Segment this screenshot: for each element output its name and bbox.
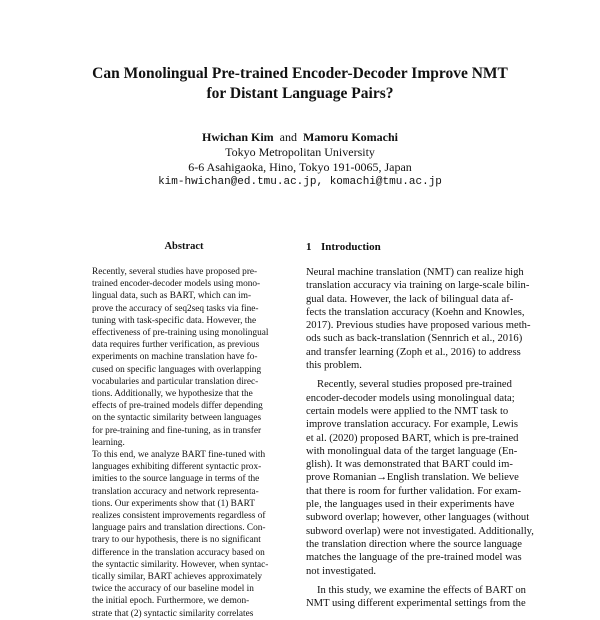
abstract-line: effectiveness of pre-training using monolingual [92,328,269,339]
abstract-line: realizes consistent improvements regardless of [92,511,266,522]
intro-paragraph-line: the translation direction where the source language [306,538,522,550]
intro-paragraph-line: translation accuracy via training on large-scale bilin- [306,280,530,292]
abstract-line: languages exhibiting different syntactic prox- [92,462,262,473]
abstract-line: the initial epoch. Furthermore, we demon- [92,596,250,607]
intro-paragraph-line: that there is room for further validation. For exam- [306,485,522,497]
abstract-line: on the syntactic similarity between languages [92,413,262,424]
abstract-line: data requires further verification, as previous [92,340,260,351]
introduction-heading [306,240,528,254]
intro-paragraph-line: matches the language of the pre-trained model was [306,552,522,564]
intro-paragraph-line: ods such as back-translation (Sennrich et al., 2016) [306,333,523,345]
intro-paragraph-line: gual data. However, the lack of bilingual data af- [306,293,514,305]
abstract-line: learning. [92,437,125,448]
intro-paragraph-line: 2017). Previous studies have proposed various meth- [306,320,531,332]
abstract-line: prove the accuracy of seq2seq tasks via fine- [92,303,259,314]
abstract-line: language pairs and translation directions. Con- [92,523,266,534]
abstract-line: vocabularies and particular translation direc- [92,376,259,387]
abstract-line: effects of pre-trained models differ depending [92,401,263,412]
abstract-line: tically similar, BART achieves approximately [92,572,263,583]
intro-paragraph-line: et al. (2020) proposed BART, which is pre-trained [306,432,519,444]
intro-paragraph-line: not investigated. [306,565,377,577]
abstract-line: tions. Additionally, we hypothesize that the [92,389,253,400]
intro-paragraph-line: NMT using different experimental settings from the [306,598,526,610]
section-number: 1 [306,241,312,253]
affiliation: Tokyo Metropolitan University [225,145,375,159]
intro-paragraph-line: Recently, several studies proposed pre-trained [317,379,512,391]
author-name-1: Hwichan Kim [202,130,274,144]
title-line-2: for Distant Language Pairs? [206,85,394,102]
abstract-line: trary to our hypothesis, there is no significant [92,535,261,546]
abstract-line: lingual data, such as BART, which can im- [92,291,252,302]
intro-paragraph-line: glish). It was demonstrated that BART could im- [306,459,513,471]
abstract-line: cused on specific languages with overlapping [92,364,262,375]
intro-paragraph-line: Neural machine translation (NMT) can realize high [306,267,524,278]
address: 6-6 Asahigaoka, Hino, Tokyo 191-0065, Japan [188,160,412,174]
intro-paragraph-line: subword overlap; however, other languages (without [306,512,530,524]
author-conjunction: and [279,130,297,144]
intro-paragraph-line: In this study, we examine the effects of BART on [317,584,526,596]
intro-paragraph-line: encoder-decoder models using monolingual data; [306,392,515,404]
author-emails: kim-hwichan@ed.tmu.ac.jp, komachi@tmu.ac.jp [158,176,442,188]
intro-paragraph-line: with monolingual data of the target language (En- [306,445,518,457]
title-line-1: Can Monolingual Pre-trained Encoder-Decoder Improve NMT [92,65,508,82]
abstract-line: tions. Our experiments show that (1) BART [92,498,255,509]
abstract-line: To this end, we analyze BART fine-tuned with [92,450,266,461]
introduction-body [306,266,534,610]
intro-paragraph-line: and transfer learning (Zoph et al., 2016) to address [306,346,521,358]
intro-paragraph-line: this problem. [306,360,362,372]
intro-paragraph-line: subword overlap) were not investigated. Additionally, [306,525,534,537]
abstract-heading: Abstract [164,241,204,252]
abstract-line: Recently, several studies have proposed pre- [92,267,258,277]
abstract-line: strate that (2) syntactic similarity correlates [92,608,254,619]
abstract-line: for pre-training and fine-tuning, as in transfer [92,425,262,436]
abstract-line: imities to the source language in terms of the [92,474,260,485]
abstract-line: twice the accuracy of our baseline model in [92,584,254,595]
intro-paragraph-line: certain models were applied to the NMT task to [306,405,509,417]
abstract-line: experiments on machine translation have fo- [92,352,258,363]
introduction-column [306,240,534,610]
paper-title [70,64,530,104]
author-name-2: Mamoru Komachi [303,130,398,144]
abstract-line: tuning with task-specific data. However, the [92,315,257,326]
abstract-line: the syntactic similarity. However, when syntac- [92,559,269,570]
author-block [70,130,530,190]
intro-paragraph-line: improve translation accuracy. For example, Lewis [306,419,518,431]
intro-paragraph-line: ple, the languages used in their experiments have [306,499,515,511]
section-title: Introduction [321,241,381,253]
intro-paragraph-line: fects the translation accuracy (Koehn and Knowles, [306,306,525,318]
abstract-body [92,266,276,620]
intro-paragraph-line: prove Romanian→English translation. We believe [306,472,519,484]
author-names [70,130,530,145]
abstract-column [92,240,276,620]
abstract-line: difference in the translation accuracy based on [92,547,265,558]
abstract-line: trained encoder-decoder models using mono- [92,279,261,290]
abstract-line: translation accuracy and network representa- [92,486,259,497]
